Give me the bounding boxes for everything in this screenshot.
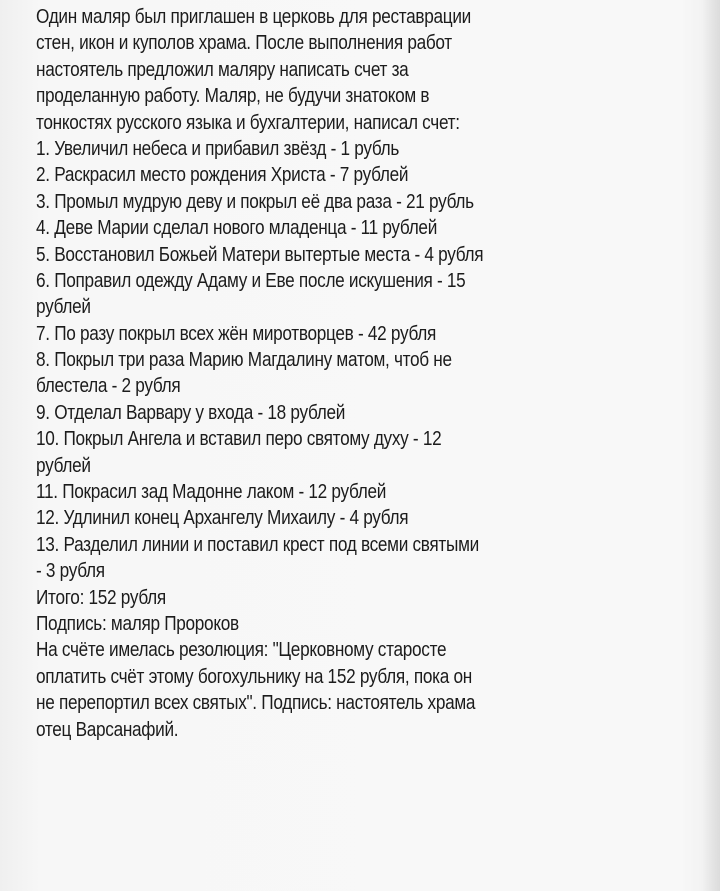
invoice-item: 1. Увеличил небеса и прибавил звёзд - 1 рубль: [36, 137, 400, 160]
invoice-item: 5. Восстановил Божьей Матери вытертые места - 4 рубля: [36, 243, 484, 266]
invoice-total: Итого: 152 рубля: [36, 586, 166, 609]
invoice-item: 8. Покрыл три раза Марию Магдалину матом, чтоб не: [36, 349, 452, 372]
invoice-item: 6. Поправил одежду Адаму и Еве после искушения - 15: [36, 269, 466, 292]
invoice-item: рублей: [36, 454, 91, 477]
invoice-item: блестела - 2 рубля: [36, 375, 181, 398]
invoice-item: 12. Удлинил конец Архангелу Михаилу - 4 рубля: [36, 507, 409, 530]
resolution-text: отец Варсанафий.: [36, 718, 179, 741]
resolution-text: не перепортил всех святых". Подпись: настоятель храма: [36, 692, 476, 715]
invoice-item: 13. Разделил линии и поставил крест под всеми святыми: [36, 533, 479, 556]
resolution-text: На счёте имелась резолюция: "Церковному старосте: [36, 639, 447, 662]
page-edge-shadow: [702, 0, 720, 891]
invoice-item: рублей: [36, 296, 91, 319]
invoice-item: 2. Раскрасил место рождения Христа - 7 рублей: [36, 164, 409, 187]
invoice-item: 4. Деве Марии сделал нового младенца - 11 рублей: [36, 217, 438, 240]
invoice-signature: Подпись: маляр Пророков: [36, 612, 239, 635]
invoice-item: 10. Покрыл Ангела и вставил перо святому духу - 12: [36, 428, 442, 451]
invoice-item: - 3 рубля: [36, 560, 105, 583]
invoice-item: 3. Промыл мудрую деву и покрыл её два раза - 21 рубль: [36, 190, 474, 213]
invoice-item: 11. Покрасил зад Мадонне лаком - 12 рублей: [36, 481, 387, 504]
resolution-text: оплатить счёт этому богохульнику на 152 рубля, пока он: [36, 665, 472, 688]
invoice-item: 9. Отделал Варвару у входа - 18 рублей: [36, 401, 346, 424]
invoice-text: [36, 4, 676, 743]
text-line: стен, икон и куполов храма. После выполнения работ: [36, 32, 452, 55]
text-line: настоятель предложил маляру написать счет за: [36, 58, 409, 81]
text-line: Один маляр был приглашен в церковь для реставрации: [36, 6, 471, 28]
text-line: проделанную работу. Маляр, не будучи знатоком в: [36, 85, 430, 108]
text-line: тонкостях русского языка и бухгалтерии, написал счет:: [36, 111, 460, 134]
invoice-item: 7. По разу покрыл всех жён миротворцев - 42 рубля: [36, 322, 436, 345]
